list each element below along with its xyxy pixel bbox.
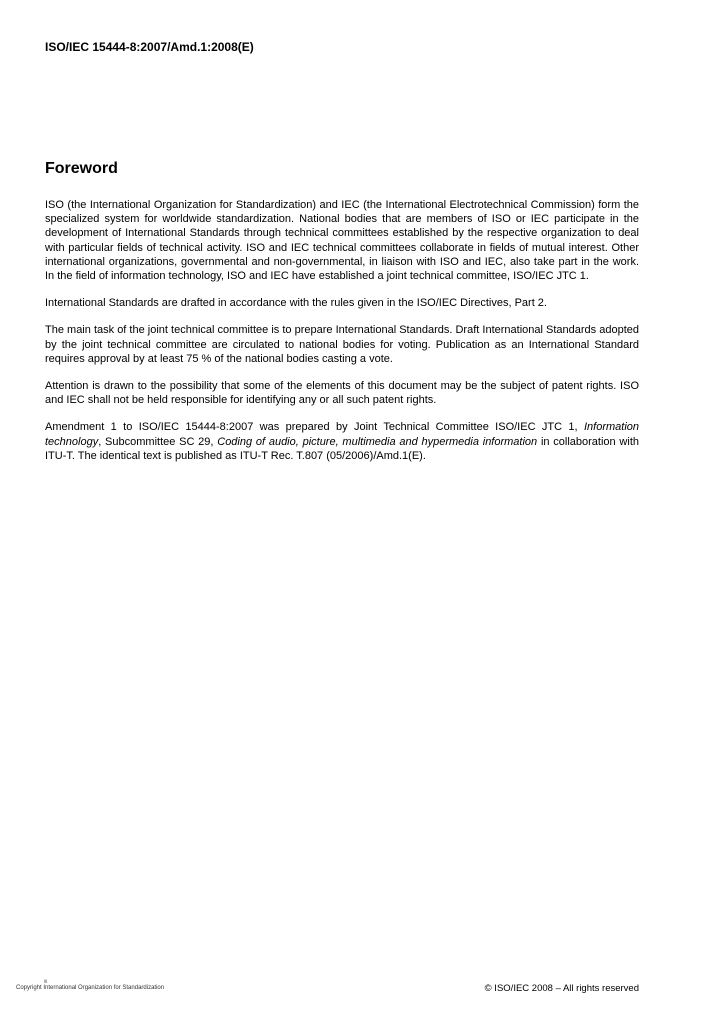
page-mark: iii (44, 979, 48, 985)
amendment-italic-info-tech: Information technology (45, 421, 639, 448)
paragraph-main-task: The main task of the joint technical committee is to prepare International Standards. Draft International Standards adopted by the joint technical committee are circulated to national bodies for voting. Publication as an International Standard requires approval by at least 75 % of the national bodies casting a vote. (45, 324, 639, 365)
amendment-text-part3: in collaboration with ITU-T. The identical text is published as ITU-T Rec. T.807 (05/2006)/Amd.1(E). (45, 435, 639, 462)
document-header: ISO/IEC 15444-8:2007/Amd.1:2008(E) (45, 40, 254, 54)
paragraph-iso-iec-intro: ISO (the International Organization for Standardization) and IEC (the International Electrotechnical Commission) form the specialized system for worldwide standardization. National bodies that are members of ISO or IEC participate in the development of International Standards through technical committees established by the respective organization to deal with particular fields of technical activity. ISO and IEC technical committees collaborate in fields of mutual interest. Other international organizations, governmental and non-governmental, in liaison with ISO and IEC, also take part in the work. In the field of information technology, ISO and IEC have established a joint technical committee, ISO/IEC JTC 1. (45, 199, 639, 283)
amendment-italic-coding: Coding of audio, picture, multimedia and hypermedia information (217, 435, 538, 448)
copyright-notice-right: © ISO/IEC 2008 – All rights reserved (484, 983, 639, 994)
amendment-text-part2: , Subcommittee SC 29, (98, 435, 218, 448)
copyright-notice-left (16, 979, 165, 991)
foreword-body (45, 198, 639, 476)
foreword-title: Foreword (45, 160, 118, 177)
paragraph-drafting-rules: International Standards are drafted in accordance with the rules given in the ISO/IEC Directives, Part 2. (45, 297, 547, 310)
amendment-text-part1: Amendment 1 to ISO/IEC 15444-8:2007 was prepared by Joint Technical Committee ISO/IEC JTC 1, (45, 421, 584, 434)
paragraph-amendment-info (45, 420, 639, 463)
copyright-org-text: Copyright International Organization for Standardization (16, 985, 165, 991)
paragraph-patent-notice: Attention is drawn to the possibility that some of the elements of this document may be the subject of patent rights. ISO and IEC shall not be held responsible for identifying any or all such patent rights. (45, 380, 639, 407)
